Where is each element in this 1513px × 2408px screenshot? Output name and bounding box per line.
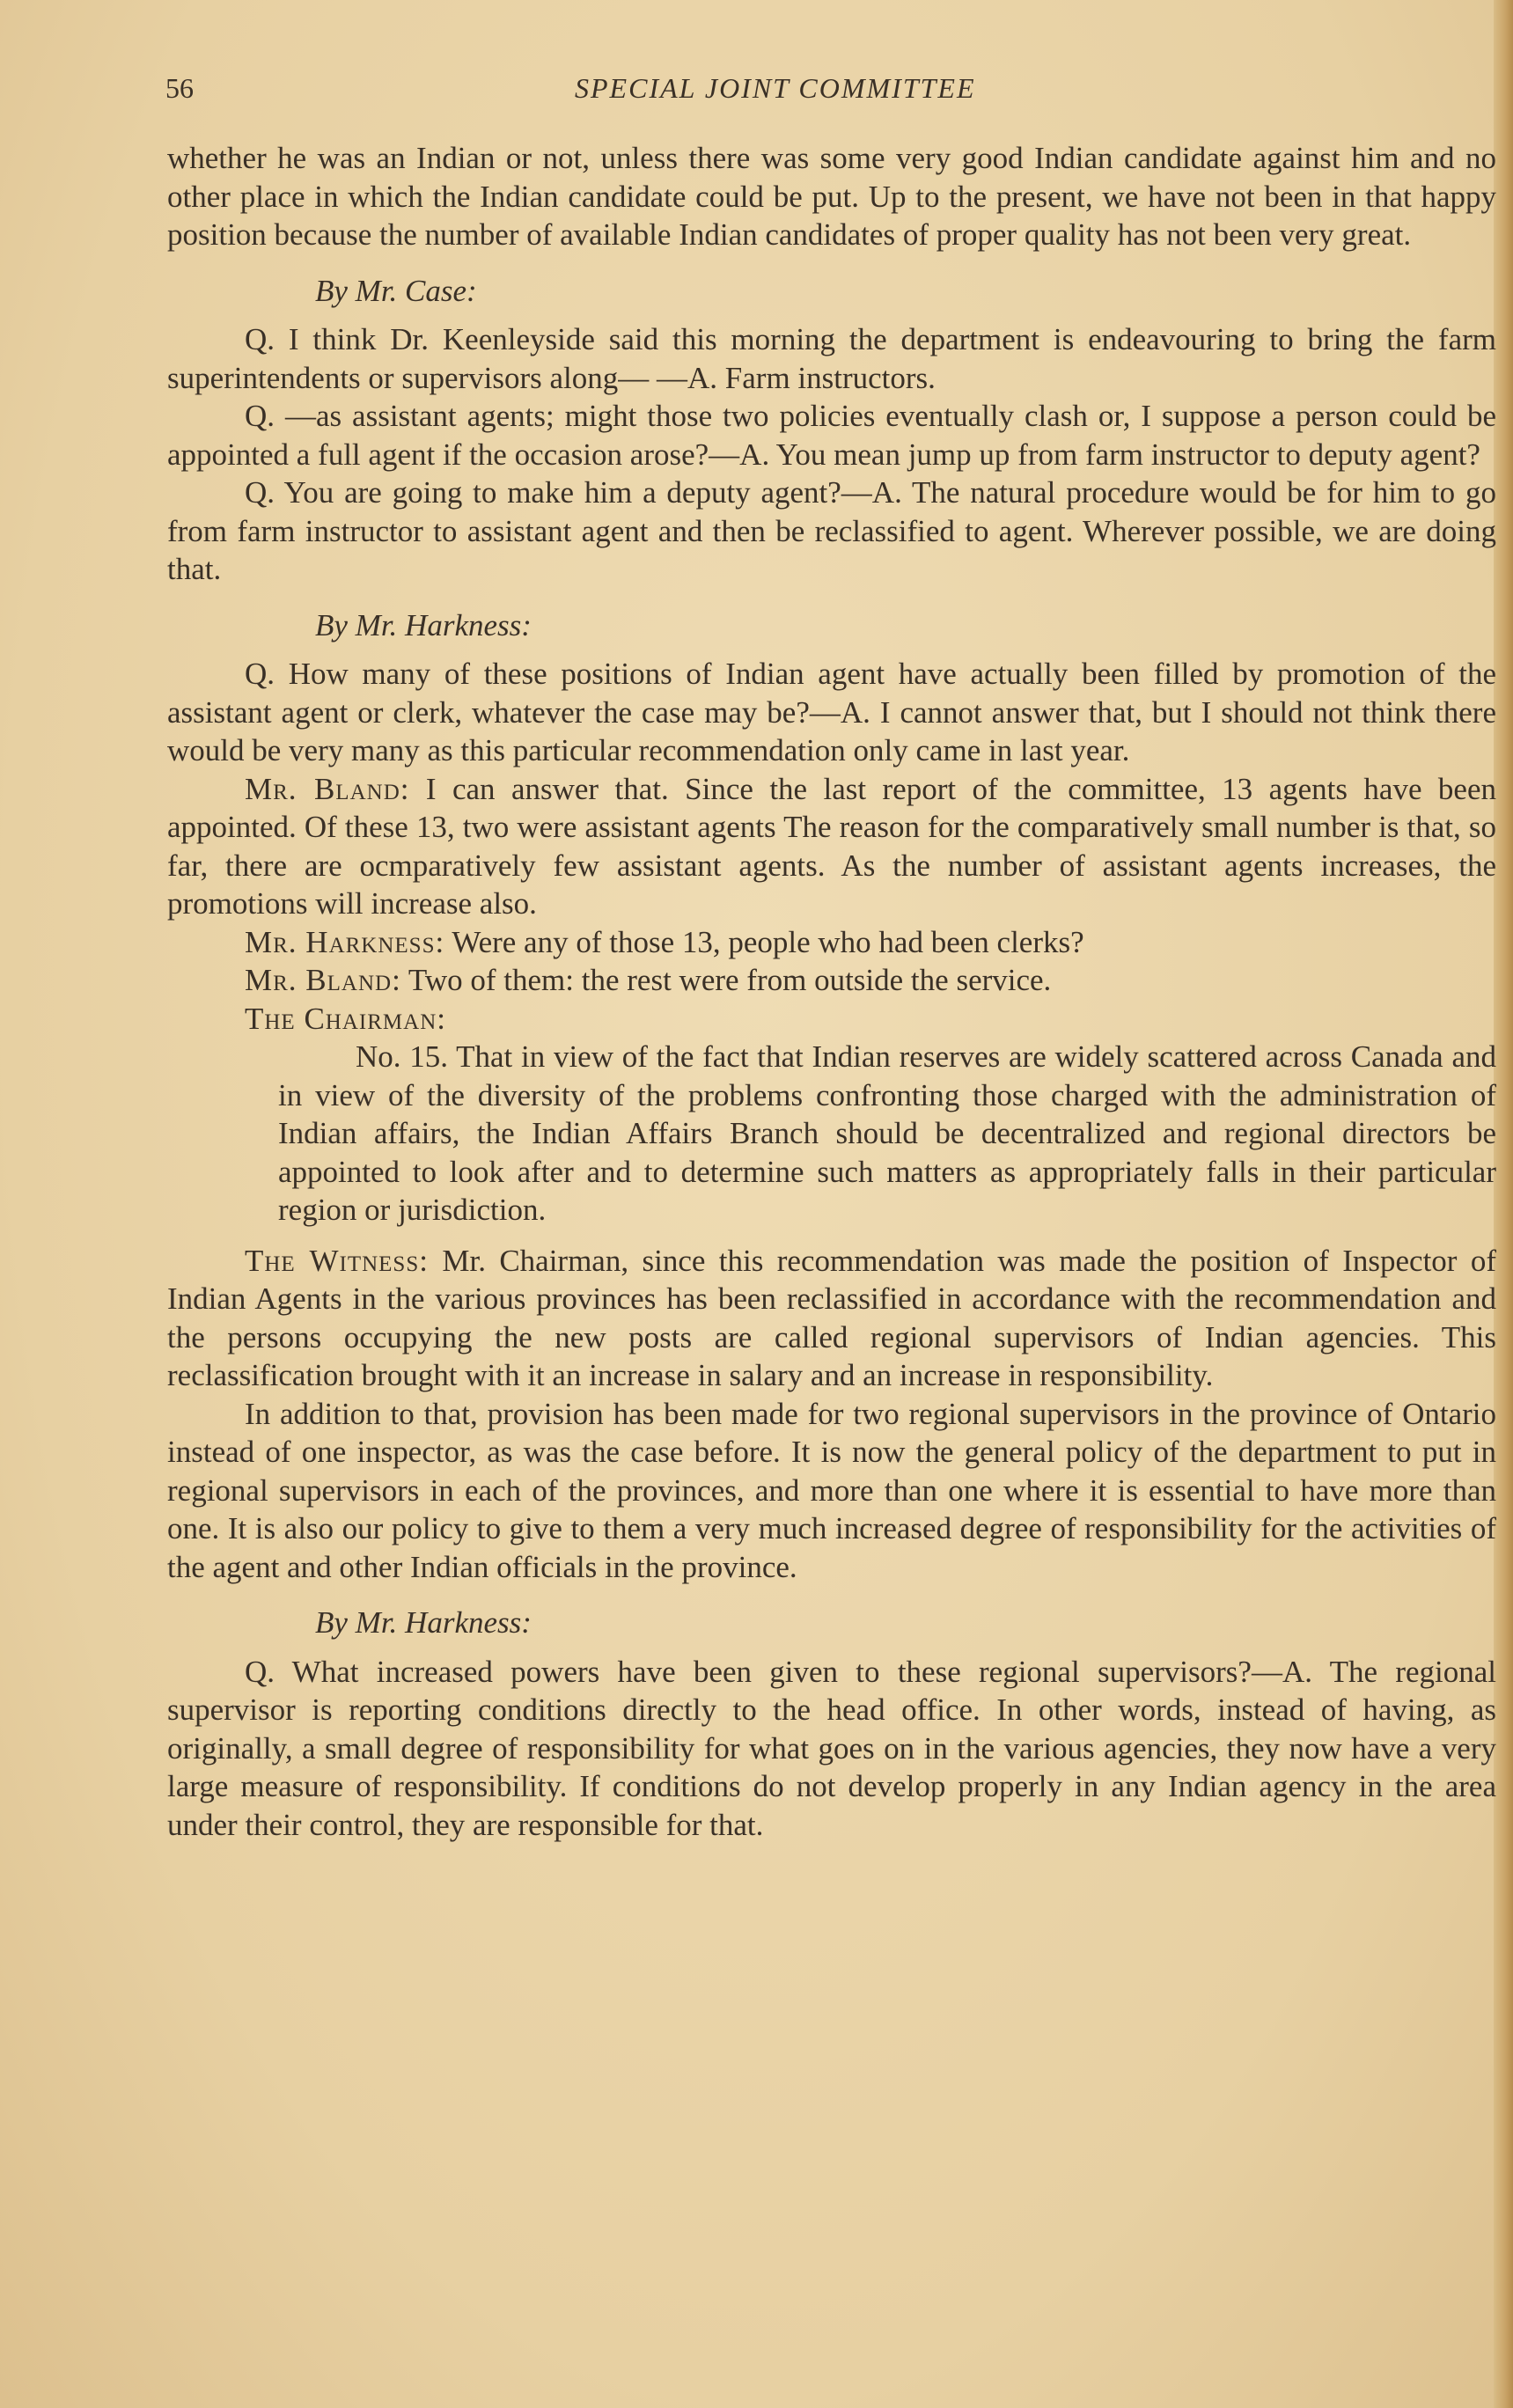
paragraph: Q. I think Dr. Keenleyside said this morning the department is endeavouring to bring the farm superintendents or supervisors along— —A. Farm instructors.: [167, 322, 1496, 395]
recommendation-quote: No. 15. That in view of the fact that Indian reserves are widely scattered across Canada and in view of the diversity of the problems confronting those charged with the administration of Indian affairs, the Indian Affairs Branch should be decentralized and regional directors be appointed to look after and to determine such matters as appropriately falls in their particular region or jurisdiction.: [278, 1039, 1496, 1227]
paragraph: [167, 1000, 1496, 1039]
paragraph: Q. —as assistant agents; might those two policies eventually clash or, I suppose a person could be appointed a full agent if the occasion arose?—A. You mean jump up from farm instructor to deputy agent?: [167, 399, 1496, 472]
paragraph: [167, 923, 1496, 962]
paragraph: [167, 1242, 1496, 1395]
speaker-name: Mr. Bland:: [245, 771, 410, 806]
questioner-byline: By Mr. Harkness:: [315, 607, 532, 642]
speech-text: I can answer that. Since the last report of the committee, 13 agents have been appointed. Of these 13, two were assistant agents The reason for the comparatively small number is that, so far, there are ocmparatively few assistant agents. As the number of assistant agents increases, the promotions will increase also.: [167, 771, 1496, 921]
document-body: [167, 139, 1496, 1844]
speaker-name: The Witness:: [245, 1243, 429, 1278]
page-number: 56: [165, 72, 194, 104]
paragraph: Q. What increased powers have been given to these regional supervisors?—A. The regional supervisor is reporting conditions directly to the head office. In other words, instead of having, as originally, a small degree of responsibility for what goes on in the various agencies, they now have a very large measure of responsibility. If conditions do not develop properly in any Indian agency in the area under their control, they are responsible for that.: [167, 1654, 1496, 1842]
paragraph: Q. You are going to make him a deputy agent?—A. The natural procedure would be for him to go from farm instructor to assistant agent and then be reclassified to agent. Wherever possible, we are doing that.: [167, 475, 1496, 586]
page-header: [165, 72, 1512, 116]
paragraph: Q. How many of these positions of Indian agent have actually been filled by promotion of the assistant agent or clerk, whatever the case may be?—A. I cannot answer that, but I should not think there would be very many as this particular recommendation only came in last year.: [167, 657, 1496, 767]
paragraph: whether he was an Indian or not, unless there was some very good Indian candidate against him and no other place in which the Indian candidate could be put. Up to the present, we have not been in that happy position because the number of available Indian candidates of proper quality has not been very great.: [167, 141, 1496, 252]
page-edge: [1494, 0, 1513, 2408]
questioner-byline: By Mr. Case:: [315, 273, 477, 308]
speech-text: Were any of those 13, people who had been clerks?: [444, 924, 1084, 959]
speech-text: Mr. Chairman, since this recommendation was made the position of Inspector of Indian Agents in the various provinces has been reclassified in accordance with the recommendation and the persons occupying the new posts are called regional supervisors of Indian agencies. This reclassification brought with it an increase in salary and an increase in responsibility.: [167, 1243, 1496, 1392]
paragraph: [167, 770, 1496, 923]
running-title: SPECIAL JOINT COMMITTEE: [575, 72, 976, 104]
questioner-byline: By Mr. Harkness:: [315, 1605, 532, 1640]
speech-text: Two of them: the rest were from outside the service.: [400, 963, 1052, 997]
paragraph: [167, 961, 1496, 1000]
speaker-name: Mr. Harkness:: [245, 924, 445, 959]
speaker-name: Mr. Bland:: [245, 963, 401, 997]
speaker-name: The Chairman:: [245, 1001, 446, 1036]
paragraph: In addition to that, provision has been made for two regional supervisors in the province of Ontario instead of one inspector, as was the case before. It is now the general policy of the department to put in regional supervisors in each of the provinces, and more than one where it is essential to have more than one. It is also our policy to give to them a very much increased degree of responsibility for the activities of the agent and other Indian officials in the province.: [167, 1396, 1496, 1584]
